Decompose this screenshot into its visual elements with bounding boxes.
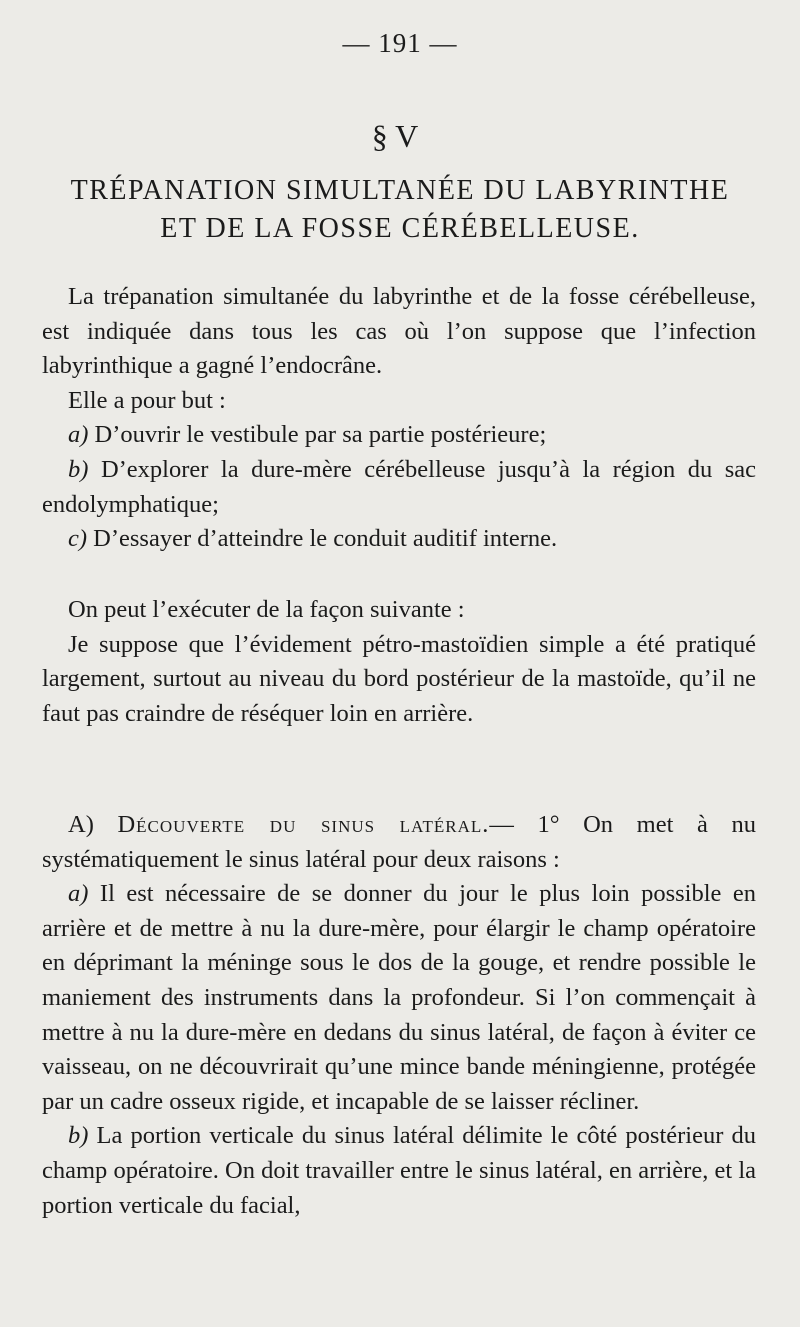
- aim-item-a-marker: a): [68, 421, 89, 449]
- section-a-block: [42, 808, 756, 1223]
- intro-block: [42, 280, 756, 557]
- reason-item-b: [42, 1119, 756, 1223]
- aim-item-c-text: D’essayer d’atteindre le conduit auditif interne.: [93, 525, 558, 553]
- aim-item-b: [42, 453, 756, 522]
- section-a-lead: — 1° On met à nu systématiquement le sinus latéral pour deux raisons :: [42, 811, 756, 873]
- page-number: — 191 —: [342, 28, 458, 58]
- aim-item-a-text: D’ouvrir le vestibule par sa partie postérieure;: [94, 421, 547, 449]
- method-paragraph: Je suppose que l’évidement pétro-mastoïdien simple a été pratiqué largement, surtout au niveau du bord postérieur de la mastoïde, qu’il ne faut pas craindre de réséquer loin en arrière.: [42, 630, 756, 727]
- reason-item-a-marker: a): [68, 880, 89, 908]
- aim-item-b-text: D’explorer la dure-mère cérébelleuse jusqu’à la région du sac endolymphatique;: [42, 455, 757, 518]
- reason-item-b-text: La portion verticale du sinus latéral délimite le côté postérieur du champ opératoire. On doit travailler entre le sinus latéral, en arrière, et la portion verticale du facial,: [42, 1122, 756, 1219]
- aim-item-c-marker: c): [68, 525, 88, 553]
- section-mark: § V: [371, 118, 419, 154]
- reason-item-b-marker: b): [68, 1122, 89, 1150]
- section-title-line-2: ET DE LA FOSSE CÉRÉBELLEUSE.: [160, 213, 640, 244]
- section-title: [30, 172, 770, 248]
- aim-item-a: [42, 418, 756, 453]
- intro-paragraph: La trépanation simultanée du labyrinthe et de la fosse cérébelleuse, est indiquée dans tous les cas où l’on suppose que l’infection labyrinthique a gagné l’endocrâne.: [42, 283, 756, 380]
- reason-item-a: [42, 877, 756, 1119]
- method-lead: On peut l’exécuter de la façon suivante :: [68, 596, 465, 623]
- section-a-heading: Découverte du sinus latéral.: [117, 811, 490, 838]
- reason-item-a-text: Il est nécessaire de se donner du jour le plus loin possible en arrière et de mettre à nu la dure-mère, pour élargir le champ opératoire en déprimant la méninge sous le dos de la gouge, et rendre possible le maniement des instruments dans la profondeur. Si l’on commençait à mettre à nu la dure-mère en dedans du sinus latéral, de façon à éviter ce vaisseau, on ne découvrirait qu’une mince bande méningienne, protégée par un cadre osseux rigide, et incapable de se laisser récliner.: [42, 880, 757, 1115]
- aim-item-b-marker: b): [68, 455, 89, 483]
- section-a-heading-paragraph: [42, 808, 756, 877]
- section-title-line-1: TRÉPANATION SIMULTANÉE DU LABYRINTHE: [70, 175, 730, 206]
- aims-lead: Elle a pour but :: [68, 386, 226, 414]
- method-block: [42, 593, 756, 731]
- aim-item-c: [42, 522, 756, 557]
- section-a-prefix: A): [68, 811, 94, 838]
